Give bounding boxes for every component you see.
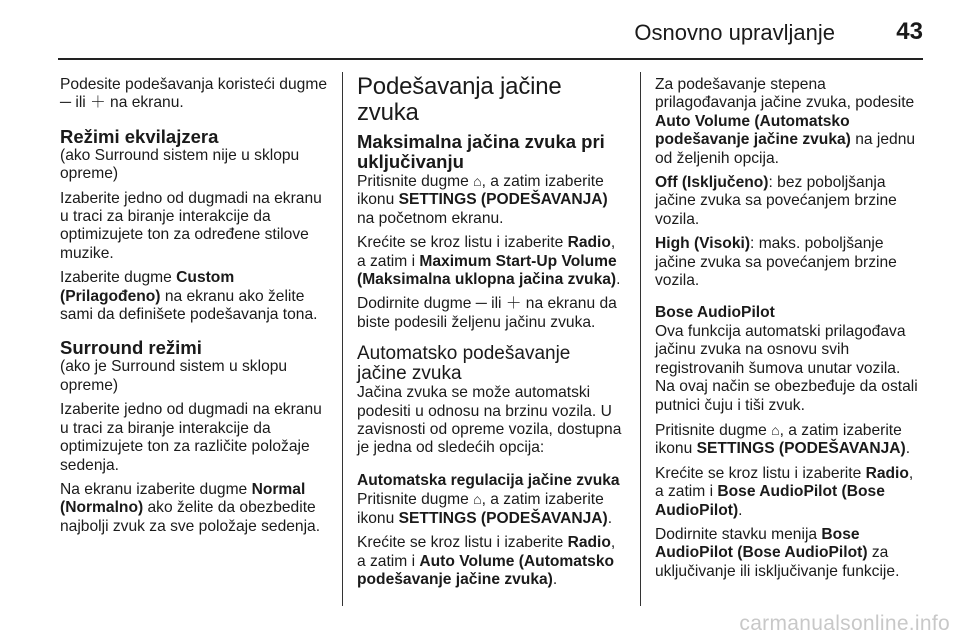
page-header: [58, 16, 923, 50]
text: .: [738, 501, 743, 519]
col3-paragraph-1: [655, 76, 923, 168]
heading-equalizer-modes: Režimi ekvilajzera: [60, 125, 219, 147]
text: na ekranu ako želite sami da definišete podešavanja tona.: [60, 287, 318, 324]
text: Za podešavanje stepena prilagođavanja jačine zvuka, podesite: [655, 76, 915, 112]
auto-volume-label: Auto Volume (Automatsko podešavanje jačine zvuka): [655, 112, 851, 149]
header-rule: [58, 58, 923, 60]
text: Krećite se kroz listu i izaberite: [655, 464, 866, 482]
text: : bez poboljšanja jačine zvuka sa povećanjem brzine vozila.: [655, 174, 897, 228]
home-icon: ⌂: [473, 491, 482, 508]
column-2: [357, 74, 625, 595]
option-high: [655, 235, 923, 290]
text: : maks. poboljšanje jačine zvuka sa povećanjem brzine vozila.: [655, 235, 897, 290]
text: , a zatim i: [655, 464, 914, 501]
equalizer-note: (ako Surround sistem nije u sklopu opreme): [60, 146, 300, 183]
text: na jednu od željenih opcija.: [655, 131, 916, 167]
radio-label: Radio: [567, 534, 611, 552]
text: , a zatim izaberite ikonu: [357, 491, 604, 527]
normal-button-label: Normal (Normalno): [60, 480, 306, 517]
column-3: [655, 76, 923, 587]
watermark: carmanualsonline.info: [739, 612, 950, 635]
heading-auto-volume-regulation: Automatska regulacija jačine zvuka: [357, 471, 620, 489]
text: Pritisnite dugme: [655, 421, 772, 439]
bose-paragraph-2: [655, 421, 923, 459]
max-paragraph-3: Dodirnite dugme ─ ili ＋ na ekranu da biste podesili željenu jačinu zvuka.: [357, 295, 617, 331]
text: za uključivanje ili isključivanje funkcije.: [655, 544, 900, 580]
text: Pritisnite dugme: [357, 173, 474, 190]
column-divider-2: [640, 72, 641, 606]
option-off: [655, 174, 923, 229]
column-divider-1: [342, 72, 343, 606]
bose-paragraph-4: [655, 526, 923, 581]
off-label: Off (Isključeno): [655, 174, 769, 192]
home-icon: ⌂: [771, 421, 780, 438]
text: na početnom ekranu.: [357, 209, 504, 227]
text: .: [607, 509, 613, 527]
heading-max-startup-volume: Maksimalna jačina zvuka pri uključivanju: [357, 131, 605, 172]
text: ako želite da obezbedite najbolji zvuk za sve položaje sedenja.: [60, 499, 321, 535]
settings-label: SETTINGS (PODEŠAVANJA): [696, 440, 906, 458]
text: Pritisnite dugme: [357, 491, 474, 509]
intro-paragraph: Podesite podešavanja koristeći dugme ─ ili ＋ na ekranu.: [60, 76, 327, 112]
text: , a zatim i: [357, 234, 616, 270]
settings-label: SETTINGS (PODEŠAVANJA): [398, 191, 608, 209]
bose-paragraph-1: Ova funkcija automatski prilagođava jačinu zvuka na osnovu svih registrovanih šumova unutar vozila. Na ovaj način se obezbeđuje da ostali putnici čuju i tiši zvuk.: [655, 322, 918, 414]
heading-volume-settings: Podešavanja jačine zvuka: [357, 73, 562, 126]
settings-label: SETTINGS (PODEŠAVANJA): [398, 509, 608, 527]
text: , a zatim izaberite ikonu: [357, 173, 604, 209]
surround-paragraph-2: [60, 481, 328, 536]
auto-volume-label: Auto Volume (Automatsko podešavanje jačine zvuka): [357, 552, 615, 588]
heading-auto-volume: Automatsko podešavanje jačine zvuka: [357, 343, 571, 385]
heading-surround-modes: Surround režimi: [60, 337, 202, 359]
surround-note: (ako je Surround sistem u sklopu opreme): [60, 358, 288, 394]
radio-label: Radio: [865, 464, 909, 482]
reg-paragraph-1: [357, 490, 625, 528]
text: .: [905, 440, 911, 458]
bose-audiopilot-label: Bose AudioPilot (Bose AudioPilot): [655, 483, 885, 519]
text: Krećite se kroz listu i izaberite: [357, 234, 568, 252]
text: Izaberite dugme: [60, 269, 177, 287]
radio-label: Radio: [567, 234, 611, 252]
text: Na ekranu izaberite dugme: [60, 480, 252, 498]
bose-paragraph-3: [655, 465, 923, 520]
text: Krećite se kroz listu i izaberite: [357, 534, 568, 552]
max-paragraph-2: [357, 234, 625, 289]
text: .: [616, 271, 621, 289]
text: .: [552, 570, 558, 588]
equalizer-paragraph-1: Izaberite jedno od dugmadi na ekranu u traci za biranje interakcije da optimizujete ton za određene stilove muzike.: [60, 189, 322, 262]
text: , a zatim i: [357, 534, 616, 570]
bose-audiopilot-menu-label: Bose AudioPilot (Bose AudioPilot): [655, 525, 868, 562]
custom-button-label: Custom (Prilagođeno): [60, 269, 235, 305]
equalizer-paragraph-2: [60, 269, 328, 324]
column-1: [60, 76, 328, 542]
text: , a zatim izaberite ikonu: [655, 421, 902, 458]
reg-paragraph-2: [357, 534, 625, 589]
heading-bose-audiopilot: Bose AudioPilot: [655, 304, 775, 322]
page-title: Osnovno upravljanje: [634, 20, 835, 45]
surround-paragraph-1: Izaberite jedno od dugmadi na ekranu u traci za biranje interakcije da optimizujete ton za različite položaje sedenja.: [60, 401, 322, 474]
auto-paragraph-1: Jačina zvuka se može automatski podesiti u odnosu na brzinu vozila. U zavisnosti od opreme vozila, dostupna je jedna od sledećih opcija:: [357, 384, 622, 457]
max-paragraph-1: [357, 172, 625, 228]
home-icon: ⌂: [473, 173, 482, 189]
text: Dodirnite stavku menija: [655, 525, 822, 543]
high-label: High (Visoki): [655, 235, 751, 253]
page-number: 43: [896, 18, 923, 45]
max-startup-volume-label: Maximum Start-Up Volume (Maksimalna uklopna jačina zvuka): [357, 252, 617, 289]
